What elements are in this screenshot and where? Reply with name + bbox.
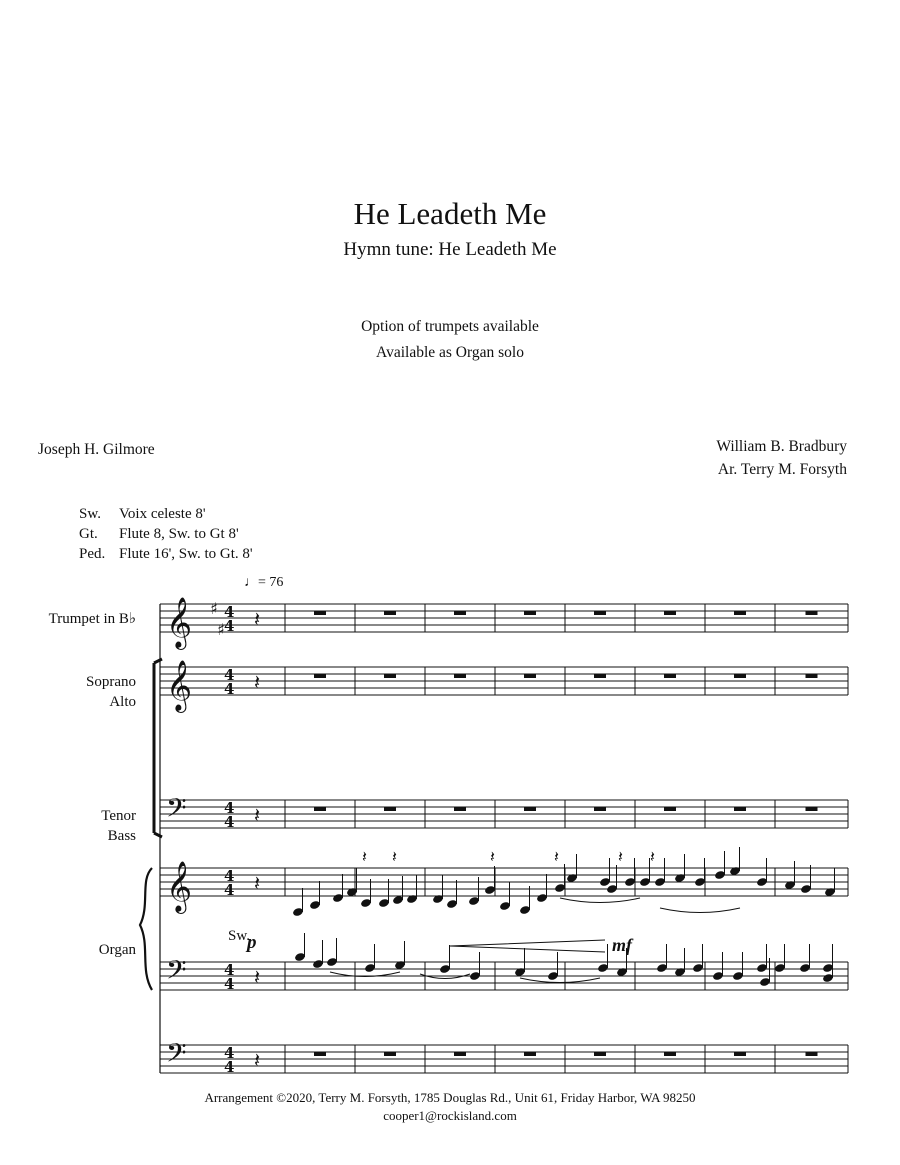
treble-clef-icon: 𝄞 [166, 597, 193, 648]
dynamic-p: p [247, 932, 257, 953]
registration-manual: Gt. [79, 526, 98, 542]
tie [660, 908, 740, 913]
whole-rest [806, 674, 818, 678]
arranger-credit: Ar. Terry M. Forsyth [717, 461, 847, 478]
hymn-tune-subtitle: Hymn tune: He Leadeth Me [343, 239, 557, 260]
quarter-rest-icon: 𝄽 [254, 965, 261, 989]
quarter-rest-icon: 𝄽 [254, 670, 261, 694]
instrument-label-trumpet: Trumpet in B♭ [48, 611, 136, 627]
whole-rest [454, 807, 466, 811]
registration-manual: Ped. [79, 546, 106, 562]
quarter-rest-icon: 𝄽 [554, 847, 559, 866]
whole-rest [664, 807, 676, 811]
note-organ-solo: Available as Organ solo [376, 344, 524, 361]
bass-clef-icon: 𝄢 [166, 1037, 187, 1075]
copyright-footer: Arrangement ©2020, Terry M. Forsyth, 1785 Douglas Rd., Unit 61, Friday Harbor, WA 98250 [204, 1090, 696, 1105]
composer-credit: William B. Bradbury [716, 438, 847, 455]
instrument-label-organ: Organ [98, 942, 136, 958]
note-trumpets: Option of trumpets available [361, 318, 539, 335]
choir-bracket [154, 659, 162, 837]
whole-rest [314, 807, 326, 811]
dynamic-mf: mf [612, 935, 632, 955]
whole-rest [524, 1052, 536, 1056]
time-signature: 4 [224, 666, 235, 684]
whole-rest [806, 1052, 818, 1056]
whole-rest [594, 674, 606, 678]
whole-rest [524, 611, 536, 615]
instrument-label-soprano: Soprano [86, 674, 136, 690]
quarter-rest-icon: 𝄽 [254, 803, 261, 827]
instrument-label-bass: Bass [107, 828, 136, 844]
quarter-rest-icon: 𝄽 [392, 847, 397, 866]
time-signature: 4 [224, 799, 235, 817]
organ-brace [140, 868, 152, 990]
time-signature: 4 [224, 1044, 235, 1062]
whole-rest [454, 674, 466, 678]
quarter-rest-icon: 𝄽 [254, 871, 261, 895]
whole-rest [384, 1052, 396, 1056]
whole-rest [664, 1052, 676, 1056]
time-signature: 4 [224, 881, 235, 899]
registration-manual: Sw. [79, 506, 101, 522]
whole-rest [594, 1052, 606, 1056]
time-signature: 4 [224, 603, 235, 621]
sharp-icon: ♯ [210, 599, 218, 618]
quarter-rest-icon: 𝄽 [490, 847, 495, 866]
page-title: He Leadeth Me [353, 196, 547, 231]
bass-clef-icon: 𝄢 [166, 954, 187, 992]
quarter-rest-icon: 𝄽 [254, 1048, 261, 1072]
whole-rest [454, 611, 466, 615]
whole-rest [524, 674, 536, 678]
time-signature: 4 [224, 975, 235, 993]
whole-rest [806, 611, 818, 615]
whole-rest [594, 611, 606, 615]
whole-rest [734, 1052, 746, 1056]
swell-marking: Sw. [228, 928, 250, 944]
whole-rest [594, 807, 606, 811]
whole-rest [384, 611, 396, 615]
time-signature: 4 [224, 680, 235, 698]
lyricist-credit: Joseph H. Gilmore [38, 441, 155, 458]
quarter-rest-icon: 𝄽 [254, 607, 261, 631]
quarter-rest-icon: 𝄽 [650, 847, 655, 866]
whole-rest [734, 611, 746, 615]
tempo-bpm: = 76 [258, 575, 284, 590]
whole-rest [384, 674, 396, 678]
whole-rest [314, 611, 326, 615]
crescendo-hairpin [450, 940, 605, 952]
time-signature: 4 [224, 961, 235, 979]
registration-stops: Flute 8, Sw. to Gt 8' [119, 526, 239, 542]
whole-rest [314, 1052, 326, 1056]
whole-rest [734, 674, 746, 678]
whole-rest [734, 807, 746, 811]
tie [520, 978, 600, 983]
instrument-label-tenor: Tenor [101, 808, 136, 824]
quarter-rest-icon: 𝄽 [618, 847, 623, 866]
whole-rest [454, 1052, 466, 1056]
whole-rest [664, 611, 676, 615]
whole-rest [314, 674, 326, 678]
time-signature: 4 [224, 617, 235, 635]
quarter-rest-icon: 𝄽 [362, 847, 367, 866]
whole-rest [524, 807, 536, 811]
tempo-marking [244, 575, 283, 591]
tie [560, 898, 640, 903]
registration-stops: Flute 16', Sw. to Gt. 8' [119, 546, 253, 562]
time-signature: 4 [224, 867, 235, 885]
instrument-label-alto: Alto [109, 694, 136, 710]
whole-rest [384, 807, 396, 811]
whole-rest [806, 807, 818, 811]
whole-rest [664, 674, 676, 678]
treble-clef-icon: 𝄞 [166, 861, 193, 912]
bass-clef-icon: 𝄢 [166, 792, 187, 830]
time-signature: 4 [224, 1058, 235, 1076]
registration-stops: Voix celeste 8' [119, 506, 206, 522]
quarter-note-icon: ♩ [244, 575, 258, 590]
email-footer: cooper1@rockisland.com [383, 1108, 517, 1123]
treble-clef-icon: 𝄞 [166, 660, 193, 711]
sharp-icon: ♯ [217, 620, 225, 639]
time-signature: 4 [224, 813, 235, 831]
